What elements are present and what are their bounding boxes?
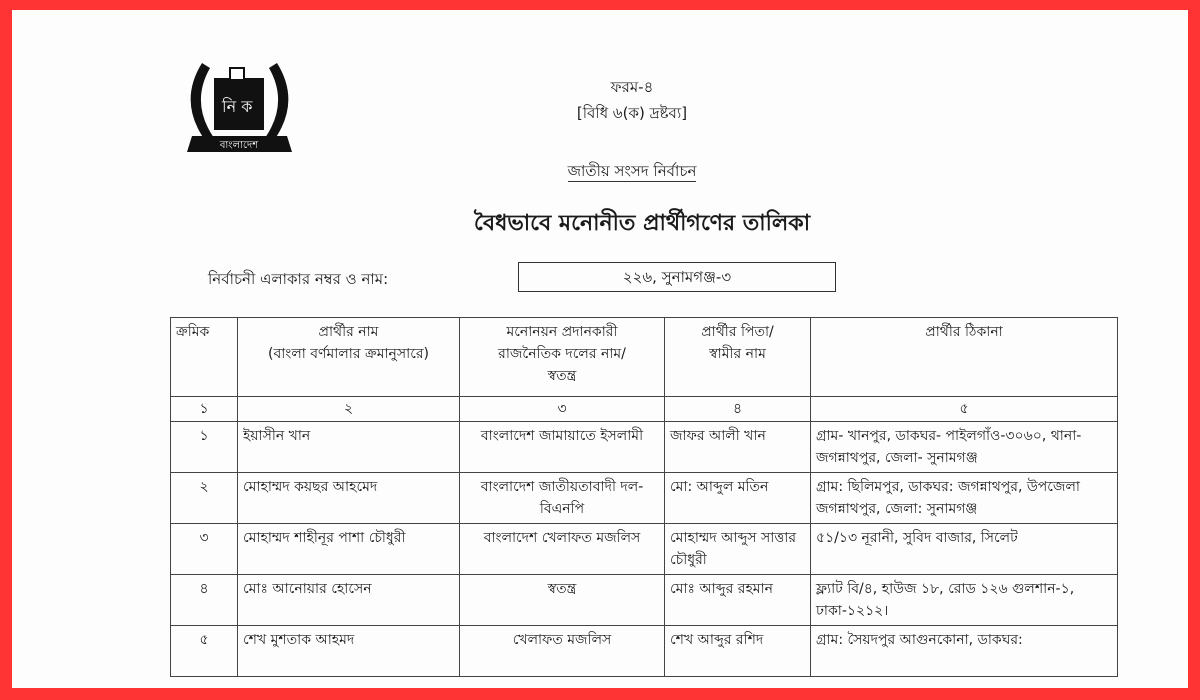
serial: ৫ [171,626,238,677]
election-name: জাতীয় সংসদ নির্বাচন [567,162,697,180]
constituency-value: ২২৬, সুনামগঞ্জ-৩ [518,262,836,292]
document-page [12,10,1188,688]
header-name: প্রার্থীর নাম (বাংলা বর্ণমালার ক্রমানুসারে) [238,318,460,397]
address: গ্রাম: সৈয়দপুর আগুনকোনা, ডাকঘর: [811,626,1118,677]
form-number: ফরম-৪ [610,78,654,96]
header-serial: ক্রমিক [171,318,238,397]
serial: ২ [171,473,238,524]
table-header-row [171,318,1118,397]
address: ৫১/১৩ নূরানী, সুবিদ বাজার, সিলেট [811,524,1118,575]
logo-ribbon-text: বাংলাদেশ [219,140,259,151]
serial: ৩ [171,524,238,575]
column-number: ৫ [811,397,1118,422]
father-name: মোহাম্মদ আব্দুস সাত্তার চৌধুরী [665,524,811,575]
father-name: জাফর আলী খান [665,422,811,473]
table-row [171,524,1118,575]
candidate-name: ইয়াসীন খান [238,422,460,473]
address: গ্রাম: ছিলিমপুর, ডাকঘর: জগন্নাথপুর, উপজেলা জগন্নাথপুর, জেলা: সুনামগঞ্জ [811,473,1118,524]
address: ফ্ল্যাট বি/৪, হাউজ ১৮, রোড ১২৬ গুলশান-১, ঢাকা-১২১২। [811,575,1118,626]
column-number: ১ [171,397,238,422]
column-number: ২ [238,397,460,422]
candidate-name: শেখ মুশতাক আহমদ [238,626,460,677]
candidate-name: মোহাম্মদ কয়ছর আহমেদ [238,473,460,524]
constituency-label: নির্বাচনী এলাকার নম্বর ও নাম: [208,270,389,288]
candidates-table [170,317,1118,677]
party: স্বতন্ত্র [460,575,665,626]
header-address: প্রার্থীর ঠিকানা [811,318,1118,397]
party: বাংলাদেশ জামায়াতে ইসলামী [460,422,665,473]
father-name: মোঃ আব্দুর রহমান [665,575,811,626]
header-father: প্রার্থীর পিতা/ স্বামীর নাম [665,318,811,397]
table-row [171,473,1118,524]
serial: ৪ [171,575,238,626]
document-title: বৈধভাবে মনোনীত প্রার্থীগণের তালিকা [473,211,811,236]
header-party: মনোনয়ন প্রদানকারী রাজনৈতিক দলের নাম/ স্বতন্ত্র [460,318,665,397]
logo-box-letters: নি ক [222,97,253,116]
table-row [171,422,1118,473]
column-number: ৪ [665,397,811,422]
party: খেলাফত মজলিস [460,626,665,677]
rule-reference: [বিধি ৬(ক) দ্রষ্টব্য] [576,104,688,122]
father-name: শেখ আব্দুর রশিদ [665,626,811,677]
candidate-name: মোহাম্মদ শাহীনূর পাশা চৌধুরী [238,524,460,575]
column-number-row [171,397,1118,422]
address: গ্রাম- খানপুর, ডাকঘর- পাইলগাঁও-৩০৬০, থানা- জগন্নাথপুর, জেলা- সুনামগঞ্জ [811,422,1118,473]
candidate-name: মোঃ আনোয়ার হোসেন [238,575,460,626]
column-number: ৩ [460,397,665,422]
party: বাংলাদেশ জাতীয়তাবাদী দল-বিএনপি [460,473,665,524]
table-row [171,575,1118,626]
party: বাংলাদেশ খেলাফত মজলিস [460,524,665,575]
table-row [171,626,1118,677]
election-commission-logo [182,48,297,163]
father-name: মো: আব্দুল মতিন [665,473,811,524]
serial: ১ [171,422,238,473]
